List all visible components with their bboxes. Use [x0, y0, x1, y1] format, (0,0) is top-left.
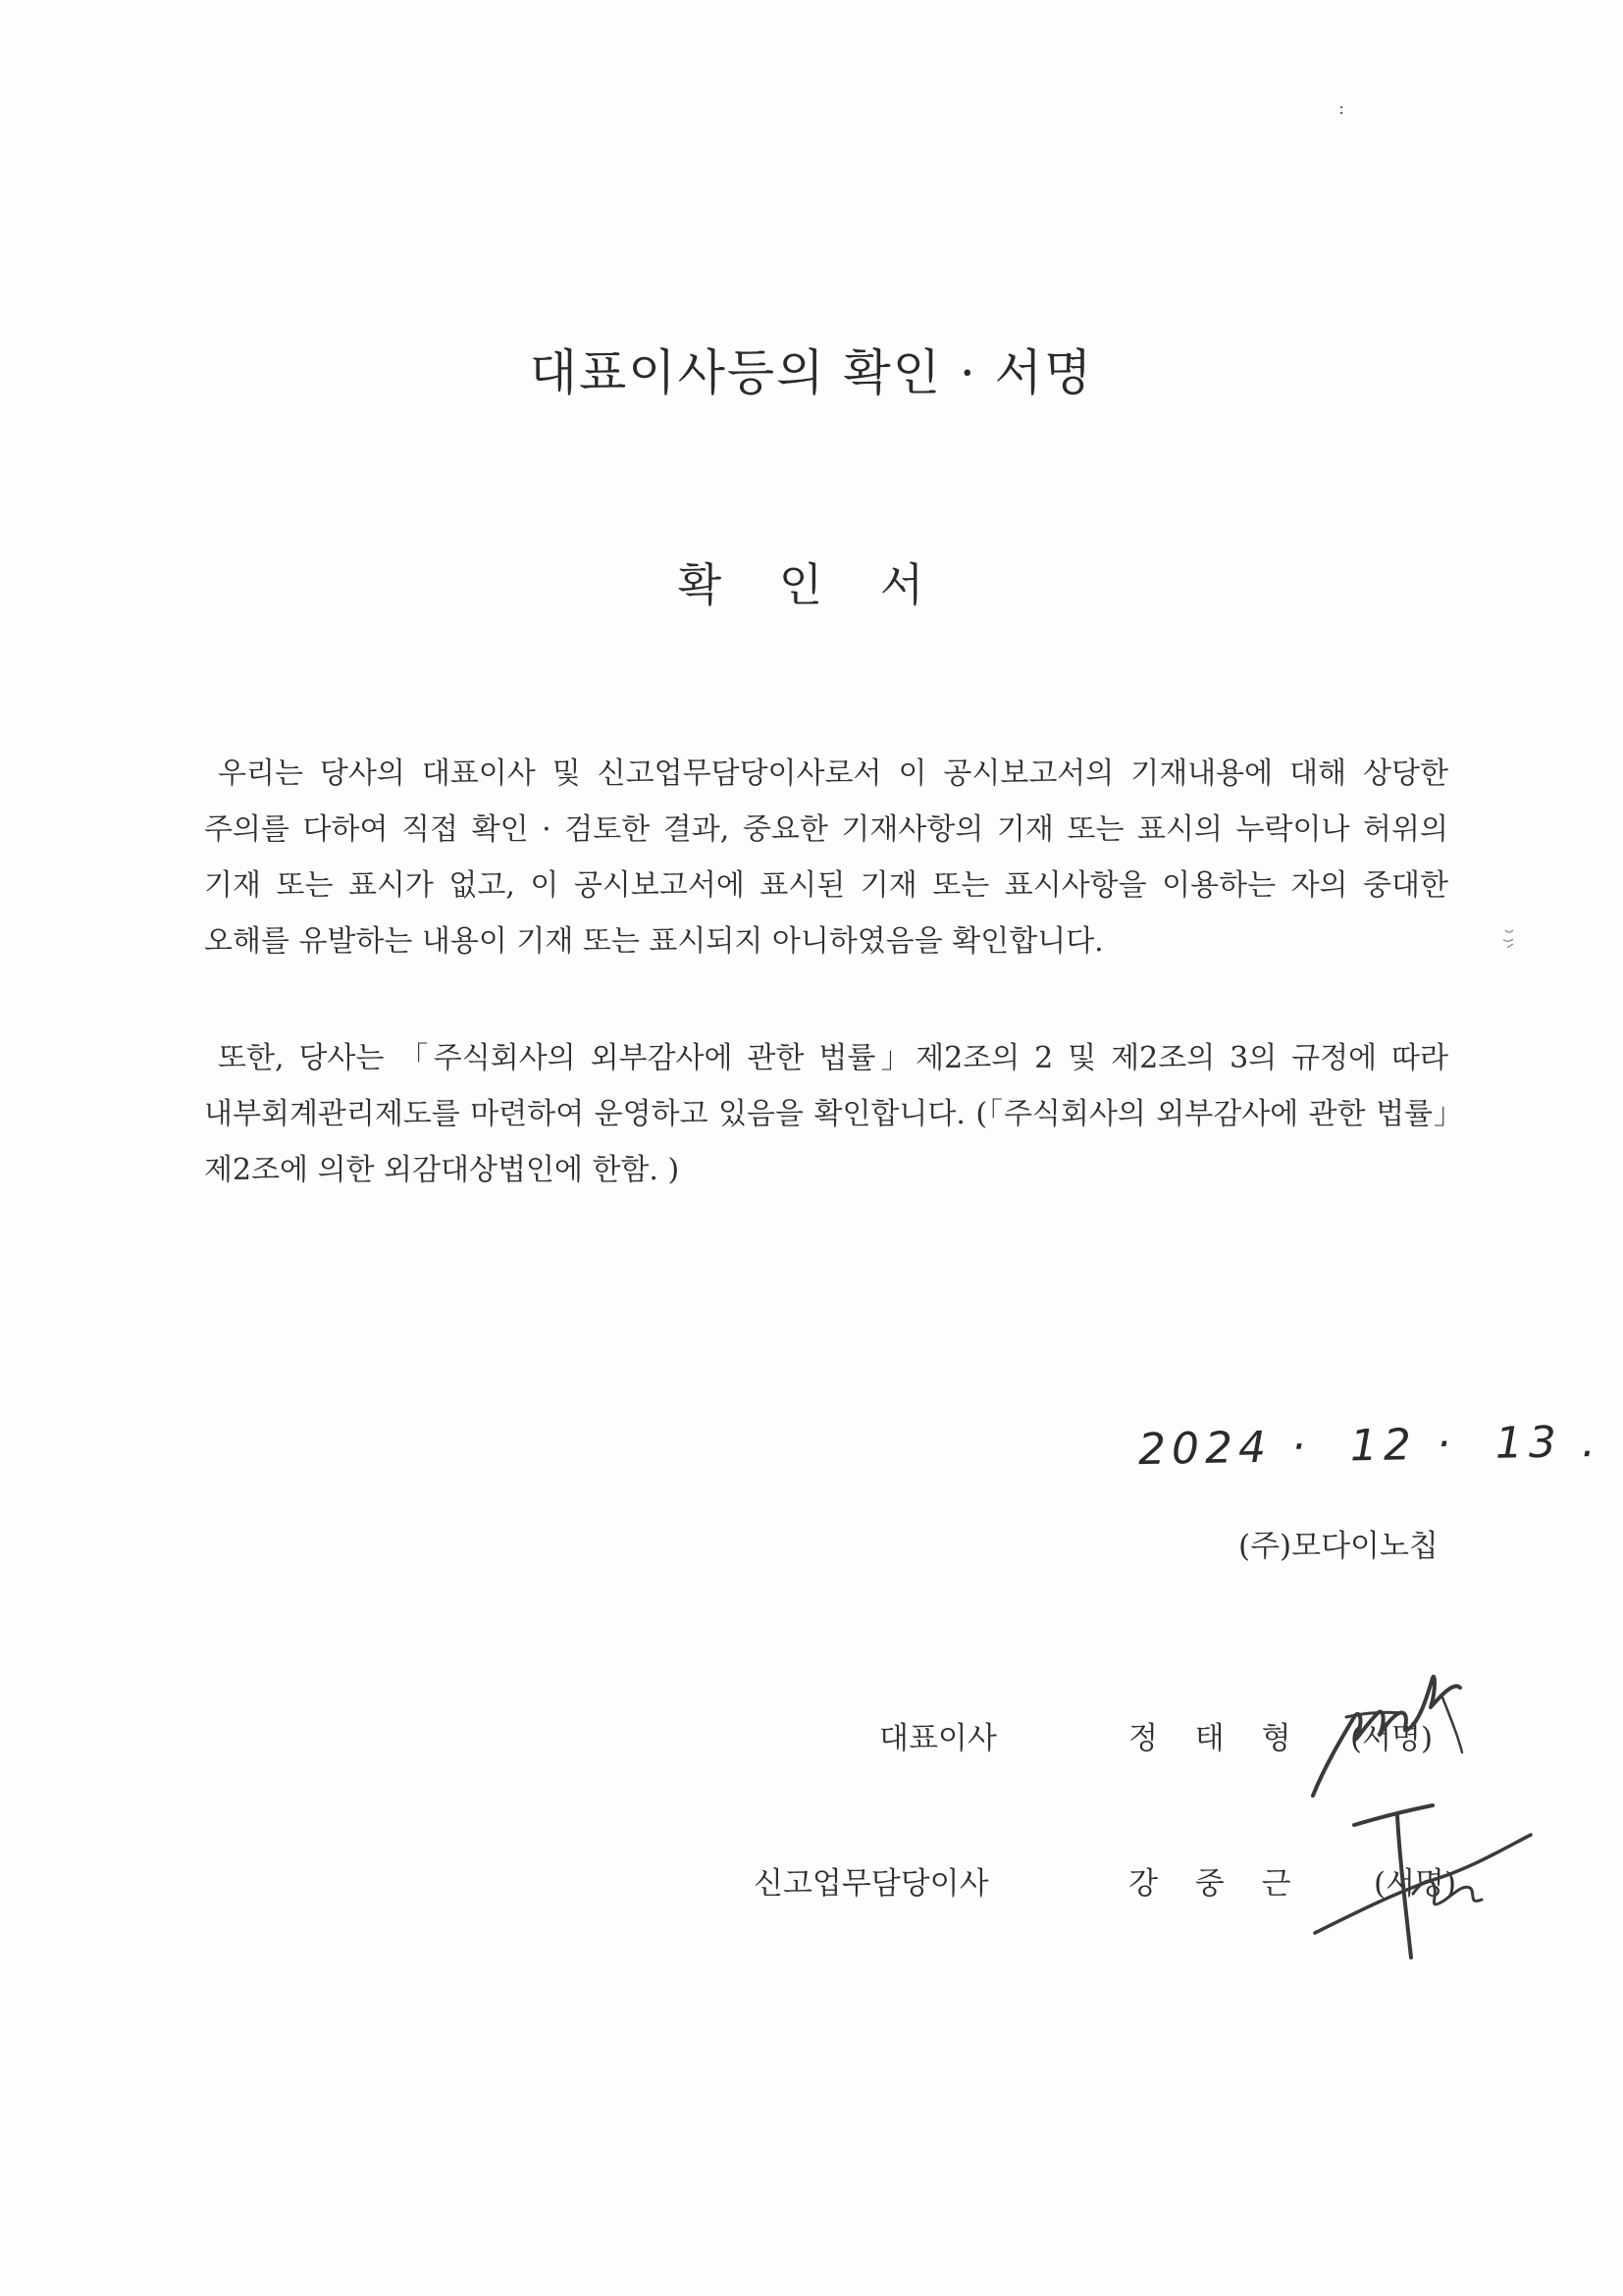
scan-mark-icon [1499, 924, 1529, 954]
handwritten-date: 2024 · 12 · 13 . [1137, 1416, 1602, 1476]
ceo-name: 정 태 형 [1128, 1721, 1305, 1756]
internal-control-paragraph: 또한, 당사는 「주식회사의 외부감사에 관한 법률」제2조의 2 및 제2조의 3의 규정에 따라 내부회계관리제도를 마련하여 운영하고 있음을 확인합니다. (「주식회사의 외부감사에 관한 법률」제2조에 의한 외감대상법인에 한함. ) [204, 1041, 1448, 1187]
corner-mark: : [1338, 98, 1345, 119]
ceo-signature-icon [1295, 1658, 1492, 1805]
disclosure-director-role-label: 신고업무담당이사 [754, 1866, 989, 1902]
ceo-role-label: 대표이사 [879, 1721, 997, 1756]
document-subtitle: 확 인 서 [677, 558, 946, 611]
page-title: 대표이사등의 확인 · 서명 [529, 344, 1094, 401]
disclosure-director-name: 강 중 근 [1128, 1866, 1305, 1902]
ceo-signature-mark: (서명) [1350, 1721, 1434, 1756]
disclosure-director-signature-mark: (서명) [1374, 1866, 1457, 1902]
confirmation-paragraph: 우리는 당사의 대표이사 및 신고업무담당이사로서 이 공시보고서의 기재내용에 대해 상당한 주의를 다하여 직접 확인 · 검토한 결과, 중요한 기재사항의 기재 또는 표시의 누락이나 허위의 기재 또는 표시가 없고, 이 공시보고서에 표시된 기재 또는 표시사항을 이용하는 자의 중대한 오해를 유발하는 내용이 기재 또는 표시되지 아니하였음을 확인합니다. [204, 757, 1448, 959]
disclosure-director-signature-icon [1295, 1786, 1541, 1982]
company-name: (주)모다이노칩 [1238, 1529, 1439, 1564]
